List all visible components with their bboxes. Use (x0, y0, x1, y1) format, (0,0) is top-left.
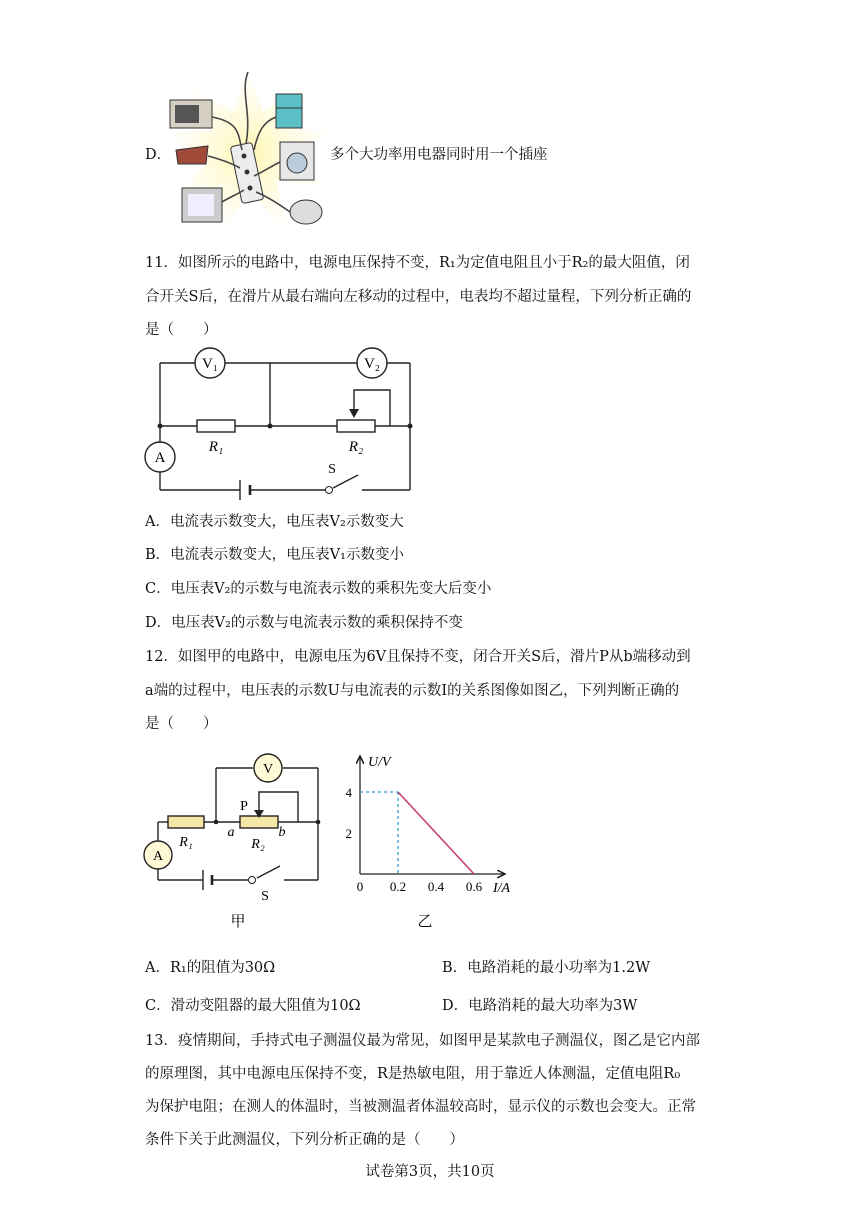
ammeter-label: A (154, 450, 166, 466)
resistor-r2-label: R₂ (348, 439, 364, 455)
resistor-r2-label: R₂ (251, 837, 265, 852)
ammeter-label: A (152, 849, 164, 864)
x-axis-label: I/A (493, 881, 511, 896)
q13-stem-line3: 为保护电阻；在测人的体温时，当被测温者体温较高时，显示仪的示数也会变大。正常 (145, 1099, 696, 1115)
x-tick-label: 0.2 (389, 879, 407, 894)
q12-circuit-jia (138, 752, 338, 932)
q12-stem-line3: 是（ ） (145, 716, 218, 732)
x-tick-label: 0.6 (465, 879, 483, 894)
slider-p-label: P (240, 799, 248, 814)
end-a-label: a (227, 825, 235, 840)
figure-jia-caption: 甲 (230, 914, 246, 930)
switch-label: S (261, 889, 269, 904)
q13-stem-line1: 13．疫情期间，手持式电子测温仪最为常见，如图甲是某款电子测温仪，图乙是它内部 (145, 1033, 700, 1049)
voltmeter-v2-label: V₂ (363, 356, 381, 372)
voltmeter-label: V (262, 762, 274, 777)
y-tick-label: 4 (345, 785, 352, 800)
y-axis-label: U/V (368, 755, 391, 770)
q12-option-c: C．滑动变阻器的最大阻值为10Ω (145, 998, 361, 1014)
q13-stem-line4: 条件下关于此测温仪，下列分析正确的是（ ） (145, 1132, 464, 1148)
switch-label: S (328, 462, 336, 477)
q12-option-a-text: A．R₁的阻值为30Ω (145, 960, 276, 976)
x-tick-label: 0 (356, 879, 364, 894)
y-tick-label: 2 (345, 826, 352, 841)
q11-option-c: C．电压表V₂的示数与电流表示数的乘积先变大后变小 (145, 581, 492, 597)
q11-stem-line3: 是（ ） (145, 322, 218, 338)
voltmeter-v1-label: V₁ (201, 356, 219, 372)
resistor-r1-label: R₁ (179, 835, 193, 850)
x-tick-label: 0.4 (427, 879, 445, 894)
series-line (398, 792, 474, 874)
q11-option-d: D．电压表V₂的示数与电流表示数的乘积保持不变 (145, 615, 463, 631)
q13-stem-line2: 的原理图，其中电源电压保持不变，R是热敏电阻，用于靠近人体测温，定值电阻R₀ (145, 1066, 681, 1082)
option-d-letter: D． (145, 147, 172, 163)
q12-stem-line1: 12．如图甲的电路中，电源电压为6V且保持不变，闭合开关S后，滑片P从b端移动到 (145, 649, 691, 665)
q12-stem-line2: a端的过程中，电压表的示数U与电流表的示数I的关系图像如图乙，下列判断正确的 (145, 683, 680, 699)
page-footer: 试卷第3页，共10页 (365, 1164, 495, 1180)
q12-option-b: B．电路消耗的最小功率为1.2W (442, 960, 651, 976)
power-strip-illustration (168, 72, 330, 234)
q11-circuit-diagram (140, 345, 430, 500)
resistor-r1-label: R₁ (208, 439, 224, 455)
q12-option-d: D．电路消耗的最大功率为3W (442, 998, 638, 1014)
option-d-text: 多个大功率用电器同时用一个插座 (330, 147, 548, 163)
q11-option-a: A．电流表示数变大，电压表V₂示数变大 (145, 514, 404, 530)
figure-yi-caption: 乙 (417, 914, 433, 930)
q12-option-a (145, 958, 275, 978)
q11-stem-line2: 合开关S后，在滑片从最右端向左移动的过程中，电表均不超过量程，下列分析正确的 (145, 289, 692, 305)
q11-stem-line1: 11．如图所示的电路中，电源电压保持不变，R₁为定值电阻且小于R₂的最大阻值，闭 (145, 255, 690, 271)
q12-ui-graph (340, 748, 530, 932)
end-b-label: b (278, 825, 286, 840)
q11-option-b: B．电流表示数变大，电压表V₁示数变小 (145, 547, 404, 563)
